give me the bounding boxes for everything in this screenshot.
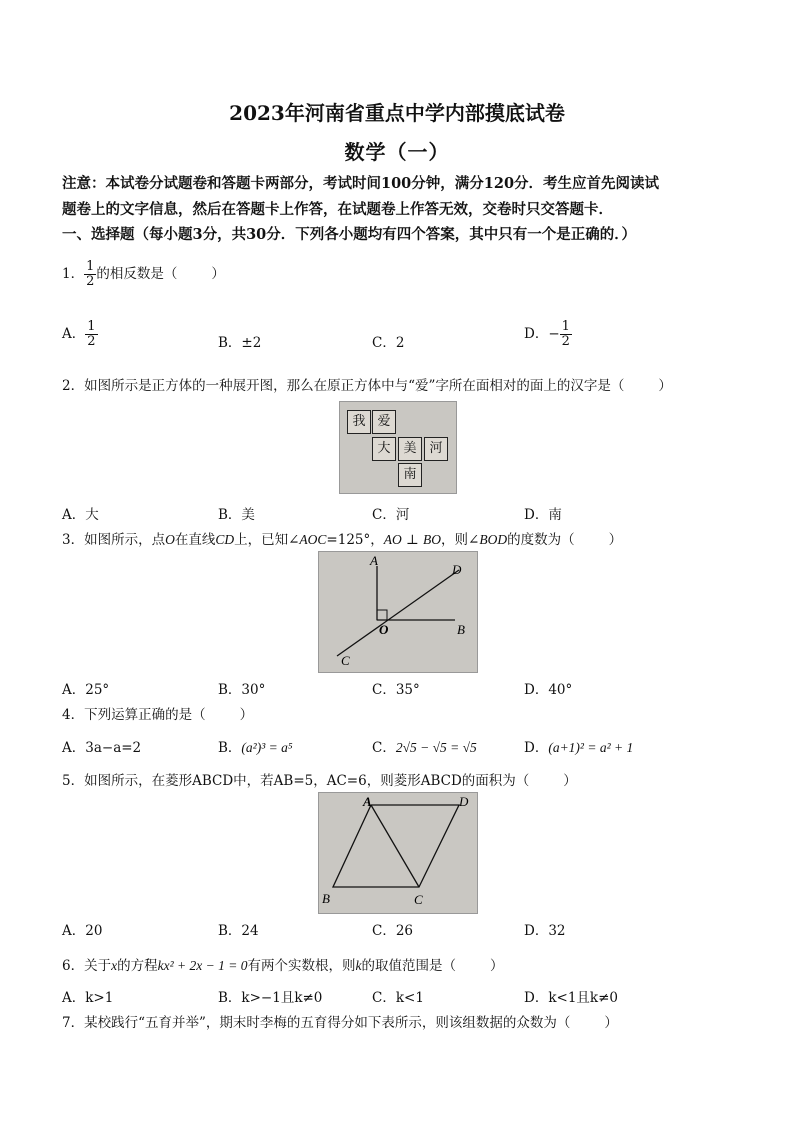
label-o: O: [379, 622, 389, 637]
net-cell: 南: [398, 463, 422, 487]
question-7: [62, 1011, 618, 1031]
close-paren: ）: [489, 958, 504, 974]
fraction-numerator: 1: [87, 319, 96, 334]
text: 的取值范围是（: [361, 958, 456, 974]
option-label: B．: [218, 740, 242, 756]
var: O: [165, 532, 175, 547]
q3-option-d: D．40°: [524, 682, 573, 698]
fraction-denominator: 2: [561, 334, 570, 349]
text: 3．如图所示，点: [62, 532, 166, 548]
math-expr: 2√5 − √5 = √5: [395, 740, 477, 755]
q1-option-a: [62, 320, 98, 349]
text: =125°，: [326, 532, 384, 548]
close-paren: ）: [608, 532, 623, 548]
question-2: [62, 374, 672, 394]
section-heading: 一、选择题（每小题3分，共30分．下列各小题均有四个答案，其中只有一个是正确的．）: [62, 226, 637, 243]
fraction-denominator: 2: [87, 334, 96, 349]
math-expr: (a+1)² = a² + 1: [548, 740, 634, 755]
net-cell: 爱: [372, 410, 396, 434]
angle-diagram: [319, 552, 477, 672]
text: 有两个实数根，则: [247, 958, 356, 974]
option-label: A．: [62, 326, 86, 342]
close-paren: ）: [239, 707, 254, 723]
q2-option-c: C．河: [372, 507, 410, 523]
label-d: D: [452, 562, 462, 577]
text: ，则∠: [441, 532, 480, 548]
notice-line-2: 题卷上的文字信息，然后在答题卡上作答，在试题卷上作答无效，交卷时只交答题卡．: [62, 201, 613, 218]
q6-option-b: B．k>−1且k≠0: [218, 990, 323, 1006]
math-expr: kx² + 2x − 1 = 0: [157, 958, 248, 973]
label-b: B: [322, 891, 330, 906]
question-6: [62, 954, 503, 974]
close-paren: ）: [658, 378, 672, 394]
question-5: [62, 769, 577, 789]
q1-option-b: B．±2: [218, 335, 262, 351]
rhombus-diagram: [319, 793, 477, 913]
q1-option-c: C．2: [372, 335, 405, 351]
q1-option-d: [524, 320, 572, 349]
question-text: 的相反数是（: [96, 266, 178, 282]
question-3: [62, 528, 622, 548]
question-text: 2．如图所示是正方体的一种展开图，那么在原正方体中与“爱”字所在面相对的面上的汉字是（: [62, 378, 625, 394]
net-cell: 河: [424, 437, 448, 461]
label-c: C: [341, 653, 350, 668]
net-cell: 我: [347, 410, 371, 434]
var: BOD: [479, 532, 508, 547]
question-text: 5．如图所示，在菱形ABCD中，若AB=5，AC=6，则菱形ABCD的面积为（: [62, 773, 530, 789]
text: ⊥: [401, 532, 424, 548]
q3-option-c: C．35°: [372, 682, 420, 698]
question-4: [62, 703, 253, 723]
option-label: D．: [524, 740, 549, 756]
var: CD: [215, 532, 235, 547]
q5-option-a: A．20: [62, 923, 103, 939]
option-label: C．: [372, 740, 396, 756]
fraction: [84, 260, 96, 289]
text: 的度数为（: [507, 532, 575, 548]
notice-line-1: 注意：本试卷分试题卷和答题卡两部分，考试时间100分钟，满分120分．考生应首先阅读试: [62, 175, 660, 192]
q4-option-d: [524, 736, 633, 756]
q5-option-d: D．32: [524, 923, 566, 939]
q5-option-c: C．26: [372, 923, 414, 939]
label-a: A: [370, 553, 378, 568]
text: 的方程: [117, 958, 158, 974]
var: x: [111, 958, 118, 973]
fraction: [85, 320, 97, 349]
rhombus-figure: [318, 792, 478, 914]
var: BO: [423, 532, 442, 547]
q2-option-d: D．南: [524, 507, 562, 523]
close-paren: ）: [563, 773, 577, 789]
var: k: [355, 958, 362, 973]
var: AO: [383, 532, 402, 547]
net-cell: 大: [372, 437, 396, 461]
q6-option-a: A．k>1: [62, 990, 114, 1006]
math-expr: (a²)³ = a⁵: [241, 740, 293, 755]
var: AOC: [299, 532, 327, 547]
page-subtitle: 数学（一）: [344, 140, 450, 164]
fraction-denominator: 2: [86, 274, 95, 289]
label-a: A: [363, 794, 372, 809]
q4-option-c: [372, 736, 477, 756]
page-title: 2023年河南省重点中学内部摸底试卷: [229, 101, 565, 125]
angle-figure: [318, 551, 478, 673]
q2-option-b: B．美: [218, 507, 255, 523]
fraction: [560, 320, 572, 349]
q4-option-b: [218, 736, 293, 756]
option-label: D．−: [524, 326, 560, 342]
q6-option-d: D．k<1且k≠0: [524, 990, 618, 1006]
label-c: C: [414, 892, 423, 907]
q6-option-c: C．k<1: [372, 990, 424, 1006]
fraction-numerator: 1: [86, 259, 95, 274]
close-paren: ）: [604, 1015, 618, 1031]
question-text: 7．某校践行“五育并举”，期末时李梅的五育得分如下表所示，则该组数据的众数为（: [62, 1015, 571, 1031]
cube-net-figure: [339, 401, 457, 494]
q3-option-a: A．25°: [62, 682, 110, 698]
question-text: 4．下列运算正确的是（: [62, 707, 206, 723]
q3-option-b: B．30°: [218, 682, 266, 698]
net-cell: 美: [398, 437, 422, 461]
fraction-numerator: 1: [561, 319, 570, 334]
close-paren: ）: [211, 266, 225, 282]
q2-option-a: A．大: [62, 507, 99, 523]
q5-option-b: B．24: [218, 923, 259, 939]
text: 6．关于: [62, 958, 112, 974]
question-1: [62, 260, 225, 289]
label-b: B: [457, 622, 465, 637]
label-d: D: [459, 794, 469, 809]
text: 上，已知∠: [234, 532, 300, 548]
question-number: 1．: [62, 266, 85, 282]
text: 在直线: [174, 532, 216, 548]
q4-option-a: A．3a−a=2: [62, 740, 142, 756]
